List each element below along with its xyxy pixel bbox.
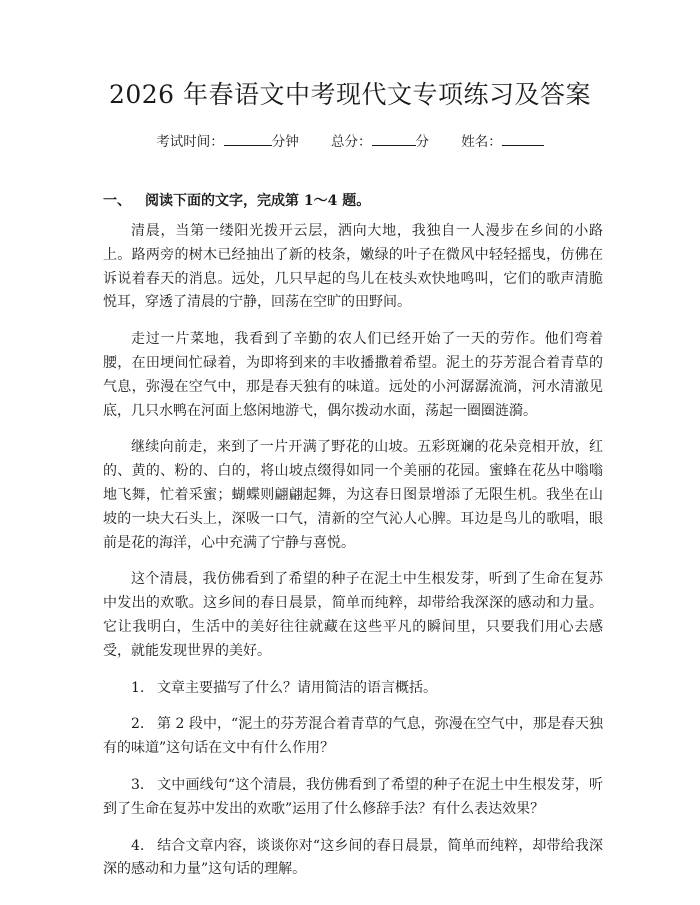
question-text: 结合文章内容，谈谈你对“这乡间的春日晨景，简单而纯粹，却带给我深深的感动和力量”这句话的理解。 — [103, 837, 603, 878]
passage-paragraph: 走过一片菜地，我看到了辛勤的农人们已经开始了一天的劳作。他们弯着腰，在田埂间忙碌着，为即将到来的丰收播撒着希望。泥土的芬芳混合着青草的气息，弥漫在空气中，那是春天独有的味道。远处的小河潺潺流淌，河水清澈见底，几只水鸭在河面上悠闲地游弋，偶尔拨动水面，荡起一圈圈涟漪。 — [103, 331, 603, 419]
total-score-blank[interactable] — [372, 131, 416, 146]
question-number: 1. — [131, 679, 145, 696]
total-score-unit: 分 — [415, 134, 429, 150]
section-instruction: 阅读下面的文字，完成第 1～4 题。 — [145, 193, 371, 209]
question-text: 文章主要描写了什么？请用简洁的语言概括。 — [157, 679, 437, 696]
page-title: 2026 年春语文中考现代文专项练习及答案 — [108, 80, 592, 109]
section-heading — [103, 191, 370, 211]
reading-content — [103, 220, 603, 895]
exam-time-blank[interactable] — [224, 131, 272, 146]
exam-time-unit: 分钟 — [271, 134, 299, 150]
total-score-field — [331, 131, 429, 152]
question-number: 4. — [131, 837, 145, 854]
exam-info-line — [0, 131, 700, 152]
name-label: 姓名： — [461, 134, 502, 150]
question-number: 3. — [131, 776, 145, 793]
question-text: 文中画线句“这个清晨，我仿佛看到了希望的种子在泥土中生根发芽，听到了生命在复苏中发出的欢歌”运用了什么修辞手法？有什么表达效果？ — [103, 776, 603, 817]
exam-time-field — [156, 131, 299, 152]
exam-time-label: 考试时间： — [156, 134, 224, 150]
question-item — [103, 774, 603, 822]
question-item — [103, 677, 603, 701]
name-blank[interactable] — [502, 131, 544, 146]
name-field — [461, 131, 544, 152]
total-score-label: 总分： — [331, 134, 372, 150]
question-item — [103, 713, 603, 761]
passage-paragraph: 继续向前走，来到了一片开满了野花的山坡。五彩斑斓的花朵竞相开放，红的、黄的、粉的、白的，将山坡点缀得如同一个美丽的花园。蜜蜂在花丛中嗡嗡地飞舞，忙着采蜜；蝴蝶则翩翩起舞，为这春日图景增添了无限生机。我坐在山坡的一块大石头上，深吸一口气，清新的空气沁人心脾。耳边是鸟儿的歌唱，眼前是花的海洋，心中充满了宁静与喜悦。 — [103, 439, 603, 551]
question-number: 2. — [131, 716, 145, 733]
passage-paragraph: 清晨，当第一缕阳光拨开云层，洒向大地，我独自一人漫步在乡间的小路上。路两旁的树木已经抽出了新的枝条，嫩绿的叶子在微风中轻轻摇曳，仿佛在诉说着春天的消息。远处，几只早起的鸟儿在枝头欢快地鸣叫，它们的歌声清脆悦耳，穿透了清晨的宁静，回荡在空旷的田野间。 — [103, 223, 603, 311]
question-text: 第 2 段中，“泥土的芬芳混合着青草的气息，弥漫在空气中，那是春天独有的味道”这句话在文中有什么作用？ — [103, 716, 603, 757]
question-item — [103, 835, 603, 883]
passage-paragraph: 这个清晨，我仿佛看到了希望的种子在泥土中生根发芽，听到了生命在复苏中发出的欢歌。这乡间的春日晨景，简单而纯粹，却带给我深深的感动和力量。它让我明白，生活中的美好往往就藏在这些平凡的瞬间里，只要我们用心去感受，就能发现世界的美好。 — [103, 571, 603, 659]
section-number: 一、 — [103, 193, 131, 209]
